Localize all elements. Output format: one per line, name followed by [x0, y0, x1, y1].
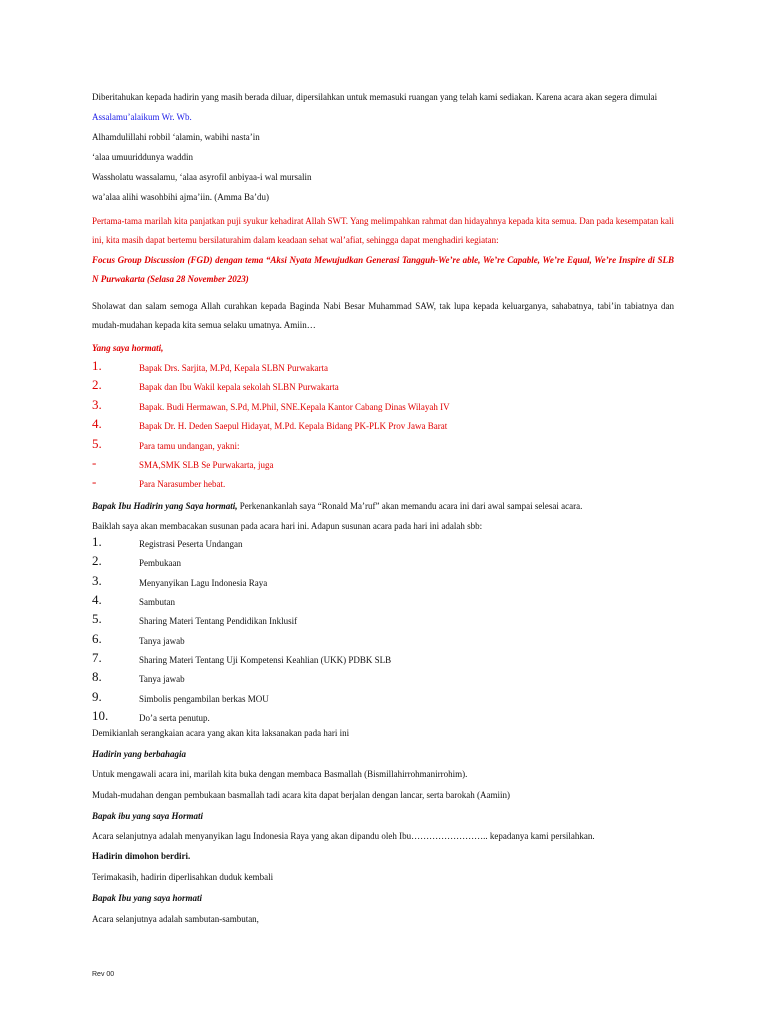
- mc-greeting: Bapak Ibu Hadirin yang Saya hormati,: [92, 500, 238, 511]
- list-item-text: Pembukaan: [139, 558, 181, 569]
- list-item-text: Sharing Materi Tentang Pendidikan Inklusif: [139, 616, 298, 627]
- agenda-closing: Demikianlah serangkaian acara yang akan kita laksanakan pada hari ini: [92, 727, 350, 738]
- list-marker: 5.: [92, 611, 102, 627]
- agenda-item: [92, 690, 674, 709]
- agenda-item: [92, 670, 674, 689]
- document-page: [92, 92, 674, 925]
- section-heading: Bapak ibu yang saya Hormati: [92, 810, 204, 821]
- speeches-paragraph: Acara selanjutnya adalah sambutan-sambutan,: [92, 913, 259, 924]
- prayer-line-4: wa’alaa alihi wasohbihi ajma’iin. (Amma Ba’du): [92, 192, 269, 202]
- greeting-salam: Assalamu’alaikum Wr. Wb.: [92, 112, 192, 122]
- list-marker: 3.: [92, 396, 102, 412]
- agenda-item: [92, 612, 674, 631]
- list-marker: 4.: [92, 416, 102, 432]
- list-item-text: Tanya jawab: [139, 635, 185, 646]
- honored-item: [92, 359, 674, 378]
- list-marker: 1.: [92, 533, 102, 549]
- honored-list: [92, 359, 674, 495]
- list-marker: 5.: [92, 435, 102, 451]
- honored-item: [92, 417, 674, 436]
- honored-item: [92, 437, 674, 456]
- agenda-item: [92, 535, 674, 554]
- list-marker: -: [92, 454, 97, 470]
- list-item-text: Bapak Dr. H. Deden Saepul Hidayat, M.Pd. Kepala Bidang PK-PLK Prov Jawa Barat: [139, 421, 448, 432]
- honored-item: [92, 378, 674, 397]
- basmallah-paragraph: Untuk mengawali acara ini, marilah kita buka dengan membaca Basmallah (Bismillahirrohmanirrohim).: [92, 768, 468, 779]
- section-heading: Hadirin yang berbahagia: [92, 748, 187, 759]
- agenda-item: [92, 632, 674, 651]
- list-item-text: Registrasi Peserta Undangan: [139, 538, 243, 549]
- list-marker: 2.: [92, 377, 102, 393]
- honored-item: [92, 398, 674, 417]
- agenda-item: [92, 574, 674, 593]
- list-marker: 9.: [92, 688, 102, 704]
- list-item-text: Para tamu undangan, yakni:: [139, 440, 240, 451]
- list-marker: 8.: [92, 669, 102, 685]
- list-marker: 7.: [92, 650, 102, 666]
- list-marker: 4.: [92, 591, 102, 607]
- list-item-text: Sambutan: [139, 596, 175, 607]
- list-item-text: Tanya jawab: [139, 674, 185, 685]
- agenda-item: [92, 554, 674, 573]
- prayer-line-1: Alhamdulillahi robbil ‘alamin, wabihi nasta’in: [92, 132, 260, 142]
- list-marker: 2.: [92, 553, 102, 569]
- opening-paragraph: Pertama-tama marilah kita panjatkan puji syukur kehadirat Allah SWT. Yang melimpahkan rahmat dan hidayahnya kepada kita semua. Dan pada kesempatan kali ini, kita masih dapat bertemu bersilaturahim dalam keadaan sehat wal’afiat, sehingga dapat menghadiri kegiatan:: [92, 216, 674, 245]
- honored-item: [92, 456, 674, 475]
- list-item-text: Menyanyikan Lagu Indonesia Raya: [139, 577, 268, 588]
- agenda-item: [92, 709, 674, 728]
- agenda-list: [92, 535, 674, 729]
- list-item-text: Bapak. Budi Hermawan, S.Pd, M.Phil, SNE.Kepala Kantor Cabang Dinas Wilayah IV: [139, 401, 450, 412]
- list-marker: 10.: [92, 708, 109, 724]
- list-marker: -: [92, 474, 97, 490]
- mc-text: Perkenankanlah saya “Ronald Ma’ruf” akan memandu acara ini dari awal sampai selesai acara.: [237, 500, 583, 511]
- list-item-text: Simbolis pengambilan berkas MOU: [139, 693, 269, 704]
- list-item-text: Bapak dan Ibu Wakil kepala sekolah SLBN Purwakarta: [139, 382, 339, 393]
- section-heading: Bapak Ibu yang saya hormati: [92, 892, 203, 903]
- agenda-item: [92, 651, 674, 670]
- list-item-text: Para Narasumber hebat.: [139, 479, 226, 490]
- list-item-text: SMA,SMK SLB Se Purwakarta, juga: [139, 459, 274, 470]
- agenda-intro: Baiklah saya akan membacakan susunan pada acara hari ini. Adapun susunan acara pada hari ini adalah sbb:: [92, 520, 483, 531]
- sit-instruction: Terimakasih, hadirin diperlisahkan duduk kembali: [92, 871, 274, 882]
- prayer-line-3: Wassholatu wassalamu, ‘alaa asyrofil anbiyaa-i wal mursalin: [92, 172, 312, 182]
- mc-introduction: [92, 501, 674, 512]
- list-item-text: Sharing Materi Tentang Uji Kompetensi Keahlian (UKK) PDBK SLB: [139, 655, 392, 666]
- list-marker: 1.: [92, 358, 102, 373]
- honored-heading: Yang saya hormati,: [92, 343, 164, 353]
- list-marker: 6.: [92, 630, 102, 646]
- revision-footer: Rev 00: [92, 971, 115, 978]
- intro-paragraph: Diberitahukan kepada hadirin yang masih berada diluar, dipersilahkan untuk memasuki ruangan yang telah kami sediakan. Karena acara akan segera dimulai: [92, 92, 658, 102]
- agenda-item: [92, 593, 674, 612]
- list-item-text: Bapak Drs. Sarjita, M.Pd, Kepala SLBN Purwakarta: [139, 363, 328, 373]
- sholawat-paragraph: Sholawat dan salam semoga Allah curahkan kepada Baginda Nabi Besar Muhammad SAW, tak lupa kepada keluarganya, sahabatnya, tabi’in tabiatnya dan mudah-mudahan kepada kita semua selaku umatnya. Amiin…: [92, 301, 674, 330]
- event-title: Focus Group Discussion (FGD) dengan tema “Aksi Nyata Mewujudkan Generasi Tangguh-We’re able, We’re Capable, We’re Equal, We’re Inspire di SLB N Purwakarta (Selasa 28 November 2023): [92, 255, 674, 284]
- list-item-text: Do’a serta penutup.: [139, 713, 210, 724]
- prayer-line-2: ‘alaa umuuriddunya waddin: [92, 152, 193, 162]
- blessing-paragraph: Mudah-mudahan dengan pembukaan basmallah tadi acara kita dapat berjalan dengan lancar, serta barokah (Aamiin): [92, 789, 510, 800]
- stand-instruction: Hadirin dimohon berdiri.: [92, 850, 191, 861]
- honored-item: [92, 475, 674, 494]
- list-marker: 3.: [92, 572, 102, 588]
- anthem-paragraph: Acara selanjutnya adalah menyanyikan lagu Indonesia Raya yang akan dipandu oleh Ibu…………………….. kepadanya kami persilahkan.: [92, 830, 595, 841]
